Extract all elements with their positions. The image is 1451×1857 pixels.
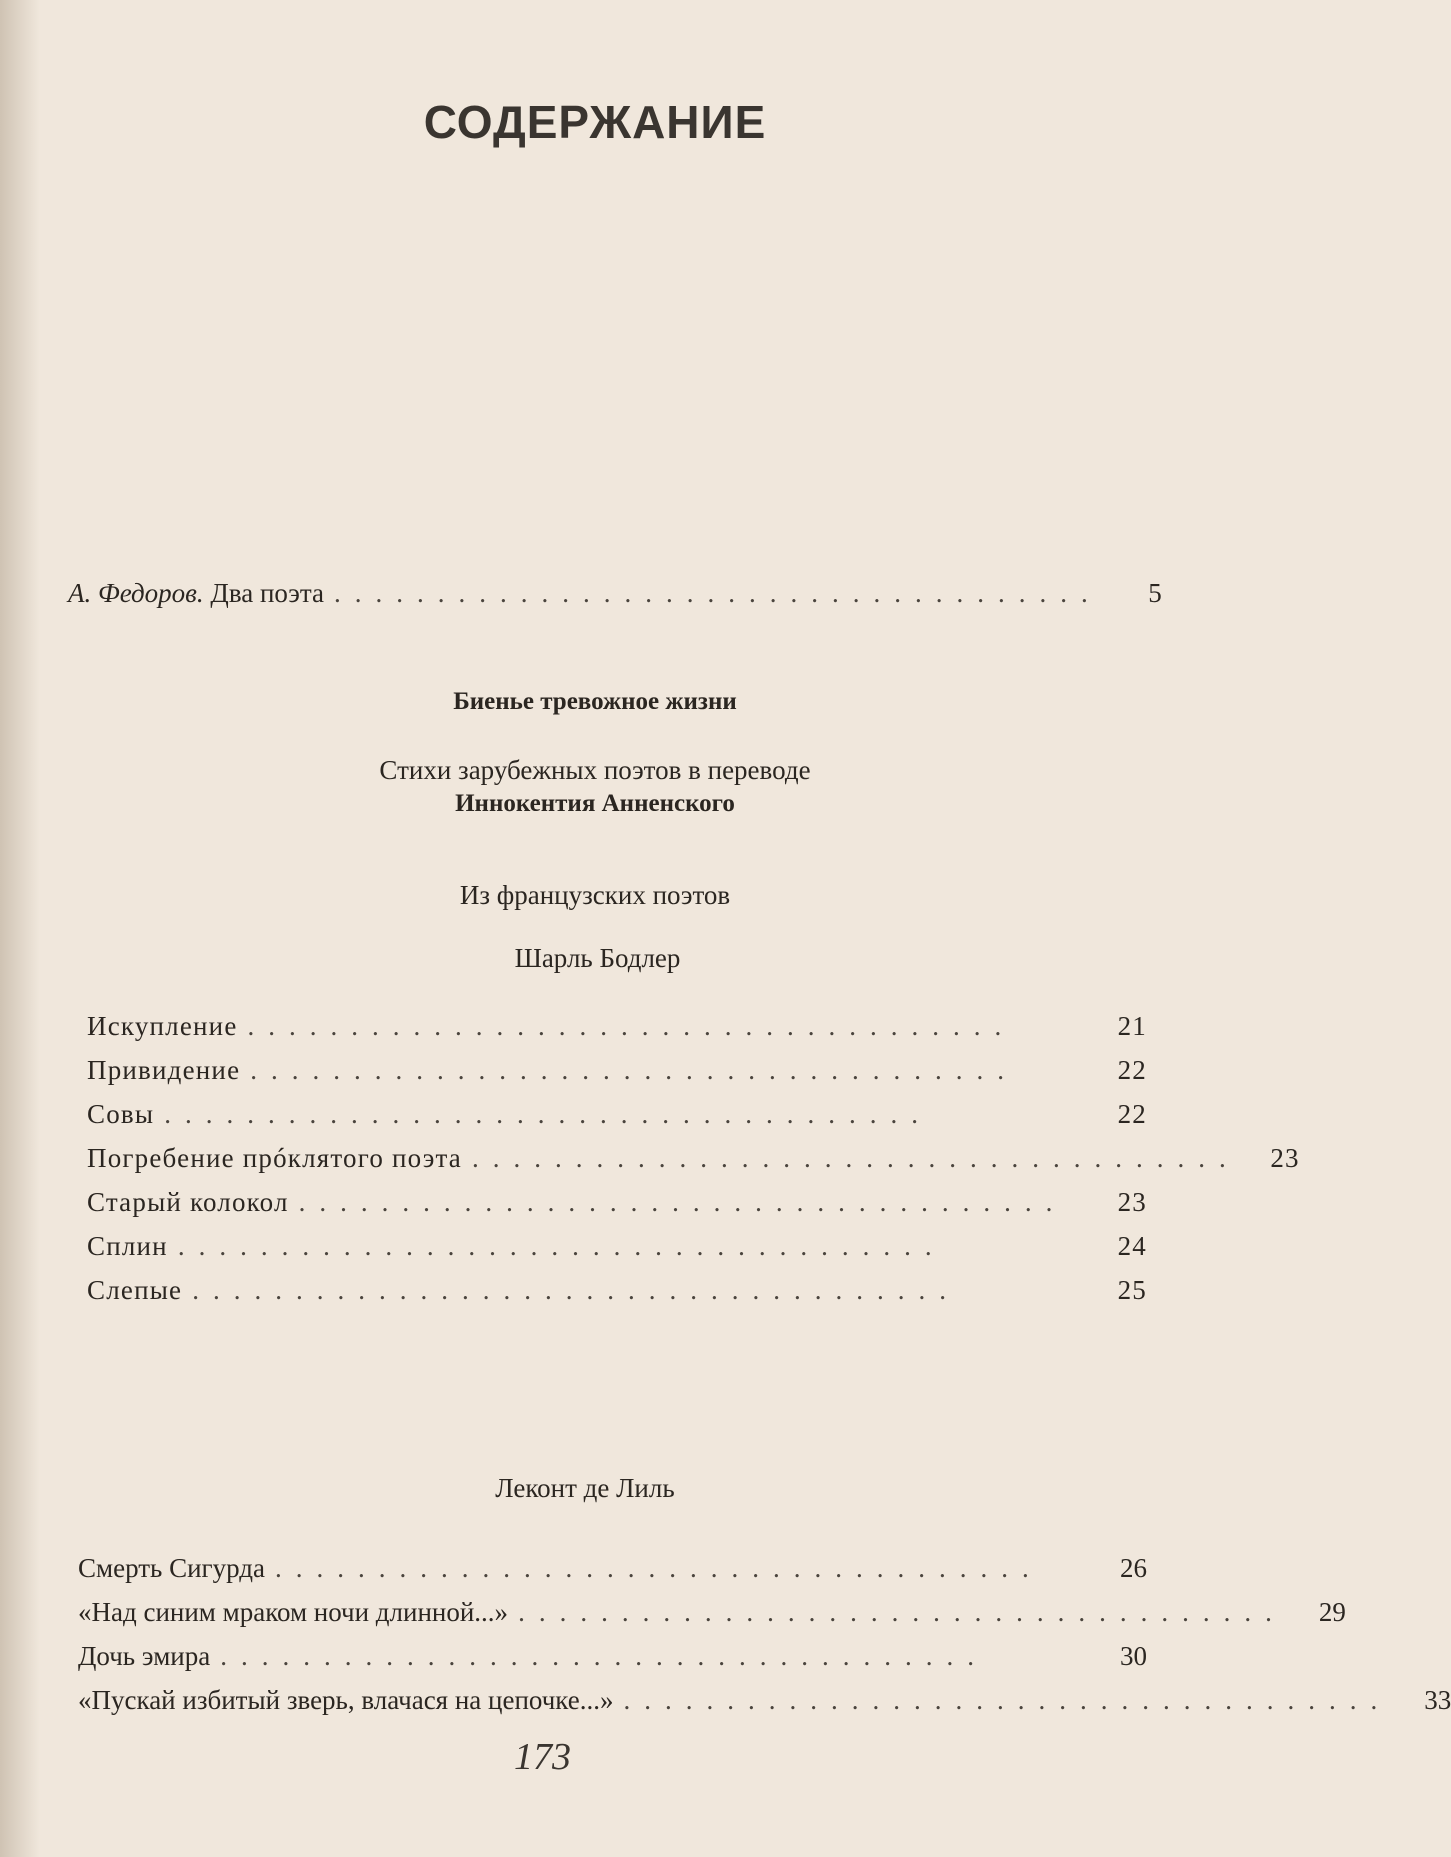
- toc-entry-page: 21: [1117, 1011, 1147, 1041]
- toc-entry-title: Дочь эмира: [78, 1641, 211, 1671]
- toc-entry[interactable]: [78, 1553, 1147, 1584]
- poet-heading-baudelaire: Шарль Бодлер: [514, 943, 681, 973]
- toc-entry-page: 30: [1120, 1641, 1147, 1671]
- poet-heading-leconte-de-lisle: Леконт де Лиль: [495, 1473, 675, 1503]
- toc-entry[interactable]: [87, 1143, 1300, 1174]
- toc-entry[interactable]: [78, 1641, 1147, 1672]
- toc-entry[interactable]: [78, 1685, 1451, 1716]
- section-subtitle-line1: Стихи зарубежных поэтов в переводе: [379, 755, 811, 785]
- toc-entry-title: Привидение: [87, 1055, 241, 1085]
- leader-dots: .....................................: [623, 1685, 1392, 1715]
- toc-entry-page: 22: [1117, 1055, 1147, 1085]
- toc-entry-title: Старый колокол: [87, 1187, 289, 1217]
- toc-entry-page: 24: [1117, 1231, 1147, 1261]
- toc-entry-page: 23: [1270, 1143, 1300, 1173]
- leader-dots: .....................................: [518, 1597, 1286, 1627]
- toc-entry-page: 5: [1148, 578, 1162, 608]
- toc-entry-title: Погребение прóклятого поэта: [87, 1143, 462, 1173]
- toc-entry[interactable]: [87, 1011, 1147, 1042]
- toc-entry-label: [68, 578, 334, 609]
- toc-entry-title: «Пускай избитый зверь, влачася на цепочке...»: [78, 1685, 614, 1715]
- section-heading: Биенье тревожное жизни: [453, 688, 737, 715]
- leader-dots: .....................................: [274, 1553, 1043, 1583]
- page-gutter-shadow: [0, 0, 40, 1857]
- toc-entry[interactable]: [87, 1187, 1147, 1218]
- toc-entry-title: «Над синим мраком ночи длинной...»: [78, 1597, 509, 1627]
- page-number: 173: [514, 1736, 571, 1778]
- toc-entry-page: 23: [1117, 1187, 1147, 1217]
- leader-dots: .....................................: [177, 1231, 946, 1261]
- leader-dots: .....................................: [250, 1055, 1018, 1085]
- toc-entry[interactable]: [78, 1597, 1346, 1628]
- section-subtitle-line2: Иннокентия Анненского: [455, 790, 735, 817]
- toc-entry-page: 33: [1424, 1685, 1451, 1715]
- toc-entry[interactable]: [87, 1275, 1147, 1306]
- group-heading: Из французских поэтов: [459, 880, 731, 910]
- toc-entry[interactable]: [87, 1231, 1147, 1262]
- leader-dots: .....................................: [192, 1275, 960, 1305]
- page-title: СОДЕРЖАНИЕ: [423, 96, 767, 148]
- toc-entry-page: 22: [1117, 1099, 1147, 1129]
- leader-dots: .....................................: [164, 1099, 932, 1129]
- toc-entry-title: Искупление: [87, 1011, 238, 1041]
- toc-entry-intro[interactable]: [68, 578, 1162, 609]
- toc-entry-title: Совы: [87, 1099, 155, 1129]
- toc-entry[interactable]: [87, 1055, 1147, 1086]
- leader-dots: .....................................: [472, 1143, 1240, 1173]
- toc-entry-title: Сплин: [87, 1231, 168, 1261]
- toc-entry-page: 26: [1120, 1553, 1147, 1583]
- toc-entry-page: 29: [1318, 1597, 1346, 1627]
- leader-dots: .....................................: [247, 1011, 1016, 1041]
- leader-dots: .....................................: [333, 578, 1102, 608]
- toc-entry-title: Два поэта: [210, 578, 324, 608]
- toc-entry-page: 25: [1117, 1275, 1147, 1305]
- toc-entry-title: Слепые: [87, 1275, 183, 1305]
- toc-entry-author: А. Федоров.: [68, 578, 204, 608]
- leader-dots: .....................................: [298, 1187, 1067, 1217]
- toc-entry[interactable]: [87, 1099, 1147, 1130]
- toc-entry-title: Смерть Сигурда: [78, 1553, 265, 1583]
- leader-dots: .....................................: [220, 1641, 988, 1671]
